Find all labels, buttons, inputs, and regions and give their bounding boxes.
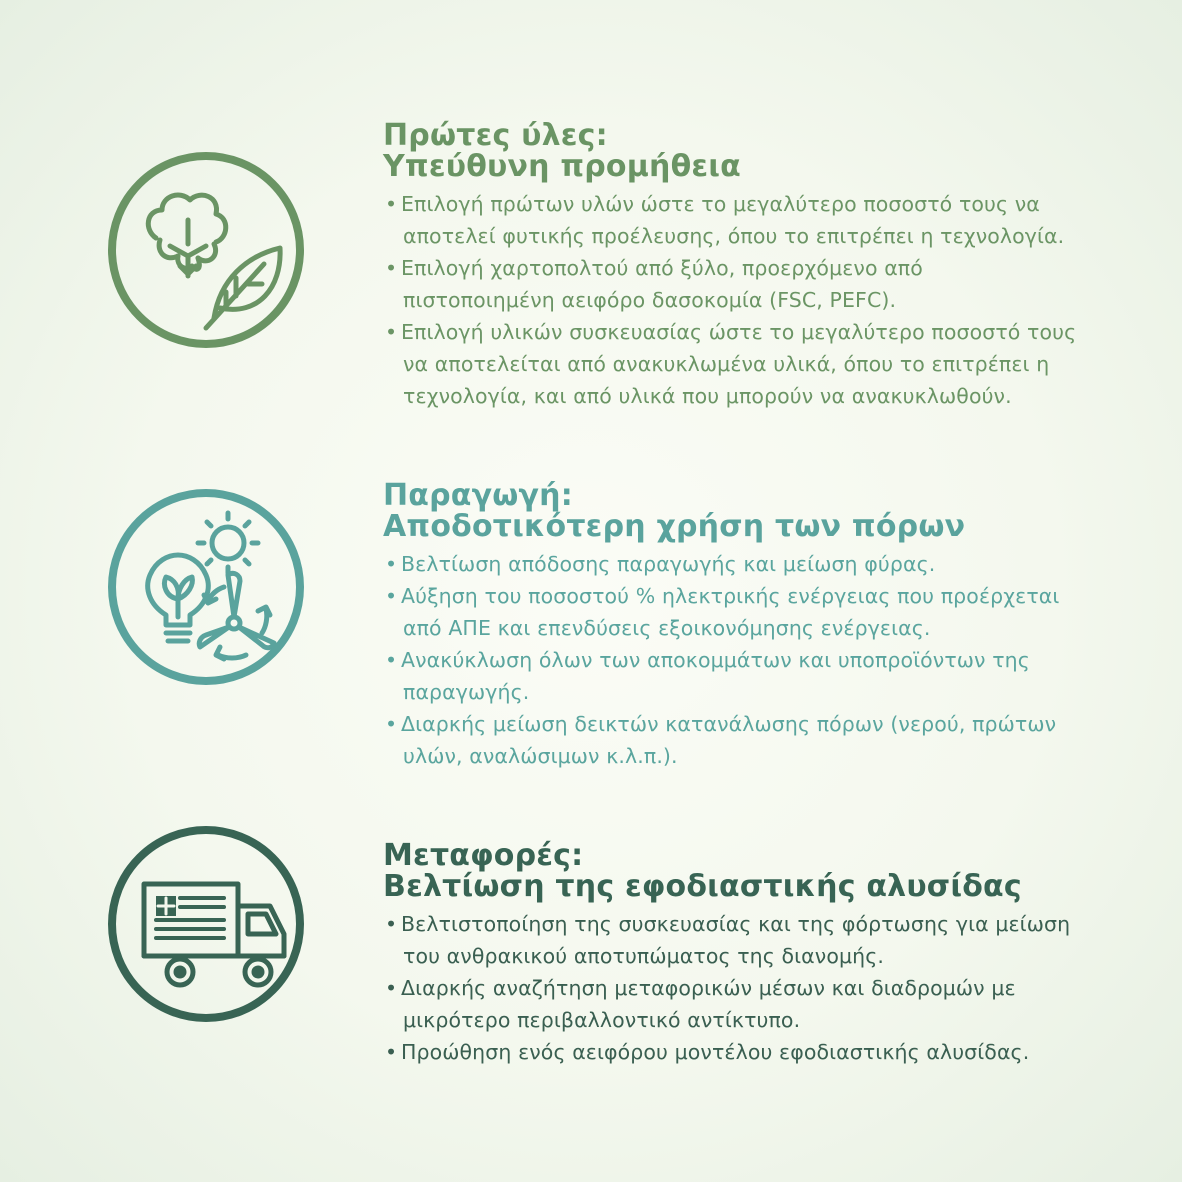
production-text	[383, 480, 1163, 772]
transport-list	[383, 908, 1163, 1068]
raw-materials-text	[383, 120, 1163, 412]
bullet-line: Ανακύκλωση όλων των αποκομμάτων και υποπροϊόντων της	[401, 648, 1030, 672]
bullet-line: Διαρκής μείωση δεικτών κατανάλωσης πόρων (νερού, πρώτων	[401, 712, 1057, 736]
bullet-line: Επιλογή υλικών συσκευασίας ώστε το μεγαλύτερο ποσοστό τους	[401, 320, 1077, 344]
bullet-line: Αύξηση του ποσοστού % ηλεκτρικής ενέργειας που προέρχεται	[401, 584, 1060, 608]
list-item: • Αύξηση του ποσοστού % ηλεκτρικής ενέργειας που προέρχεται από ΑΠΕ και επενδύσεις εξοικονόμησης ενέργειας.	[385, 584, 1060, 640]
production-list	[383, 548, 1163, 772]
list-item: • Βελτίωση απόδοσης παραγωγής και μείωση φύρας.	[385, 552, 936, 576]
bullet-line: από ΑΠΕ και επενδύσεις εξοικονόμησης ενέργειας.	[403, 616, 931, 640]
production-heading	[383, 480, 1163, 542]
bullet-line: παραγωγής.	[403, 680, 530, 704]
bullet-line: υλών, αναλώσιμων κ.λ.π.).	[403, 744, 678, 768]
bullet-line: Επιλογή χαρτοπολτού από ξύλο, προερχόμενο από	[401, 256, 923, 280]
list-item: • Διαρκής μείωση δεικτών κατανάλωσης πόρων (νερού, πρώτων υλών, αναλώσιμων κ.λ.π.).	[385, 712, 1057, 768]
raw-materials-title-line2: Υπεύθυνη προμήθεια	[383, 149, 741, 184]
transport-title-line2: Βελτίωση της εφοδιαστικής αλυσίδας	[383, 869, 1022, 904]
bullet-line: αποτελεί φυτικής προέλευσης, όπου το επιτρέπει η τεχνολογία.	[403, 224, 1065, 248]
bullet-line: μικρότερο περιβαλλοντικό αντίκτυπο.	[403, 1008, 801, 1032]
transport-badge	[108, 826, 304, 1022]
raw-materials-heading	[383, 120, 1163, 182]
transport-title-line1: Μεταφορές:	[383, 838, 584, 873]
truck-icon	[116, 834, 296, 1014]
bullet-line: Βελτιστοποίηση της συσκευασίας και της φόρτωσης για μείωση	[401, 912, 1071, 936]
list-item: • Επιλογή υλικών συσκευασίας ώστε το μεγαλύτερο ποσοστό τους να αποτελείται από ανακυκλωμένα υλικά, όπου το επιτρέπει η τεχνολογία, και από υλικά που μπορούν να ανακυκλωθούν.	[385, 320, 1077, 408]
transport-text	[383, 840, 1163, 1068]
greek-flag-icon	[156, 896, 224, 938]
production-badge	[108, 489, 304, 685]
bullet-line: Διαρκής αναζήτηση μεταφορικών μέσων και διαδρομών με	[401, 976, 1016, 1000]
list-item: • Επιλογή χαρτοπολτού από ξύλο, προερχόμενο από πιστοποιημένη αειφόρο δασοκομία (FSC, PEFC).	[385, 256, 923, 312]
bullet-line: Επιλογή πρώτων υλών ώστε το μεγαλύτερο ποσοστό τους να	[401, 192, 1040, 216]
bullet-line: πιστοποιημένη αειφόρο δασοκομία (FSC, PEFC).	[403, 288, 897, 312]
raw-materials-title-line1: Πρώτες ύλες:	[383, 118, 608, 153]
production-title-line2: Αποδοτικότερη χρήση των πόρων	[383, 509, 966, 544]
list-item: • Επιλογή πρώτων υλών ώστε το μεγαλύτερο ποσοστό τους να αποτελεί φυτικής προέλευσης, όπου το επιτρέπει η τεχνολογία.	[385, 192, 1065, 248]
list-item: • Βελτιστοποίηση της συσκευασίας και της φόρτωσης για μείωση του ανθρακικού αποτυπώματος της διανομής.	[385, 912, 1071, 968]
bullet-line: Προώθηση ενός αειφόρου μοντέλου εφοδιαστικής αλυσίδας.	[401, 1040, 1030, 1064]
list-item: • Διαρκής αναζήτηση μεταφορικών μέσων και διαδρομών με μικρότερο περιβαλλοντικό αντίκτυπο.	[385, 976, 1016, 1032]
raw-materials-list	[383, 188, 1163, 412]
bullet-line: Βελτίωση απόδοσης παραγωγής και μείωση φύρας.	[401, 552, 936, 576]
list-item: • Ανακύκλωση όλων των αποκομμάτων και υποπροϊόντων της παραγωγής.	[385, 648, 1030, 704]
bullet-line: να αποτελείται από ανακυκλωμένα υλικά, όπου το επιτρέπει η	[403, 352, 1050, 376]
transport-heading	[383, 840, 1163, 902]
production-title-line1: Παραγωγή:	[383, 478, 573, 513]
cotton-leaf-icon	[116, 160, 296, 340]
raw-materials-badge	[108, 152, 304, 348]
bullet-line: του ανθρακικού αποτυπώματος της διανομής.	[403, 944, 884, 968]
list-item: • Προώθηση ενός αειφόρου μοντέλου εφοδιαστικής αλυσίδας.	[385, 1040, 1030, 1064]
energy-efficiency-icon	[116, 497, 296, 677]
bullet-line: τεχνολογία, και από υλικά που μπορούν να ανακυκλωθούν.	[403, 384, 1012, 408]
